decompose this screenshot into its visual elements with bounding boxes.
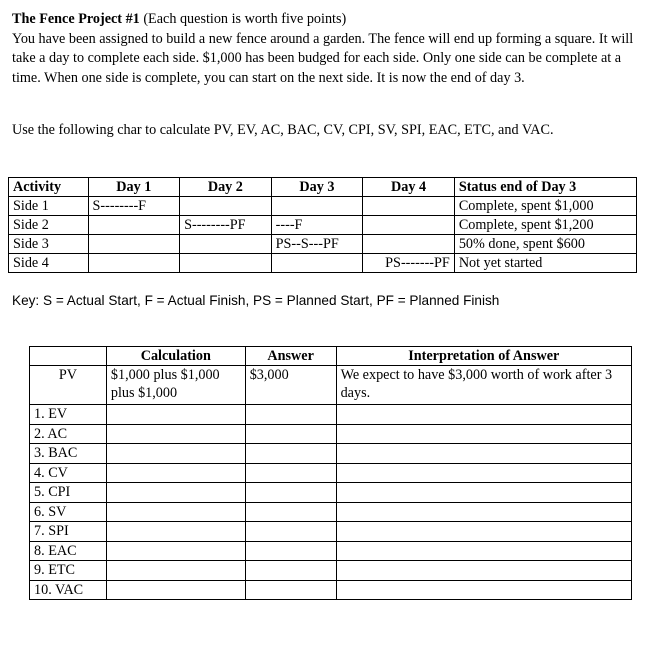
day1-cell: S--------F	[88, 197, 180, 216]
status-cell: Not yet started	[454, 254, 636, 273]
calculation-cell	[106, 502, 245, 522]
header-interpretation: Interpretation of Answer	[336, 347, 631, 366]
metric-label: 6. SV	[30, 502, 107, 522]
schedule-row	[9, 216, 637, 235]
activity-cell: Side 1	[9, 197, 89, 216]
header-activity: Activity	[9, 178, 89, 197]
status-cell: Complete, spent $1,200	[454, 216, 636, 235]
interpretation-cell	[336, 483, 631, 503]
metric-label: 2. AC	[30, 424, 107, 444]
metric-label: 10. VAC	[30, 580, 107, 600]
metric-label: 3. BAC	[30, 444, 107, 464]
calc-row	[30, 561, 632, 581]
calc-row	[30, 483, 632, 503]
metric-label: 5. CPI	[30, 483, 107, 503]
calc-row	[30, 463, 632, 483]
answer-cell	[245, 444, 336, 464]
metric-label: 8. EAC	[30, 541, 107, 561]
answer-cell	[245, 483, 336, 503]
calculation-table	[29, 346, 632, 600]
pv-calculation: $1,000 plus $1,000 plus $1,000	[106, 366, 245, 405]
answer-cell	[245, 561, 336, 581]
calc-row	[30, 405, 632, 425]
day1-cell	[88, 254, 180, 273]
day3-cell: ----F	[271, 216, 363, 235]
activity-cell: Side 4	[9, 254, 89, 273]
calculation-cell	[106, 405, 245, 425]
calc-row	[30, 580, 632, 600]
intro-body: You have been assigned to build a new fence around a garden. The fence will end up forming a square. It will take a day to complete each side. $1,000 has been budged for each side. Only one side can be complete at a time. When one side is complete, you can start on the next side. It is now the end of day 3.	[12, 30, 634, 86]
interpretation-cell	[336, 502, 631, 522]
calc-row	[30, 444, 632, 464]
calc-row	[30, 522, 632, 542]
pv-answer: $3,000	[245, 366, 336, 405]
header-day2: Day 2	[180, 178, 272, 197]
header-day3: Day 3	[271, 178, 363, 197]
interpretation-cell	[336, 561, 631, 581]
day1-cell	[88, 235, 180, 254]
day4-cell	[363, 216, 455, 235]
metric-label: 1. EV	[30, 405, 107, 425]
metric-label: 7. SPI	[30, 522, 107, 542]
answer-cell	[245, 541, 336, 561]
calculation-cell	[106, 483, 245, 503]
calculation-cell	[106, 561, 245, 581]
calculation-cell	[106, 580, 245, 600]
interpretation-cell	[336, 424, 631, 444]
day2-cell: S--------PF	[180, 216, 272, 235]
header-blank	[30, 347, 107, 366]
status-cell: Complete, spent $1,000	[454, 197, 636, 216]
answer-cell	[245, 424, 336, 444]
calculation-cell	[106, 522, 245, 542]
interpretation-cell	[336, 522, 631, 542]
points-note: (Each question is worth five points)	[143, 11, 347, 27]
schedule-row	[9, 197, 637, 216]
day4-cell	[363, 235, 455, 254]
instruction-text: Use the following char to calculate PV, EV, AC, BAC, CV, CPI, SV, SPI, EAC, ETC, and VAC.	[12, 122, 554, 138]
interpretation-cell	[336, 444, 631, 464]
day4-cell	[363, 197, 455, 216]
metric-label: 9. ETC	[30, 561, 107, 581]
pv-interpretation: We expect to have $3,000 worth of work after 3 days.	[336, 366, 631, 405]
pv-label: PV	[30, 366, 107, 405]
day2-cell	[180, 235, 272, 254]
calculation-cell	[106, 541, 245, 561]
intro-section	[12, 10, 652, 88]
activity-cell: Side 3	[9, 235, 89, 254]
calculation-cell	[106, 424, 245, 444]
interpretation-cell	[336, 580, 631, 600]
calc-row	[30, 541, 632, 561]
key-legend: Key: S = Actual Start, F = Actual Finish, PS = Planned Start, PF = Planned Finish	[12, 293, 500, 308]
answer-cell	[245, 502, 336, 522]
interpretation-cell	[336, 463, 631, 483]
interpretation-cell	[336, 405, 631, 425]
activity-cell: Side 2	[9, 216, 89, 235]
calc-header-row	[30, 347, 632, 366]
header-day4: Day 4	[363, 178, 455, 197]
day4-cell: PS-------PF	[363, 254, 455, 273]
day3-cell: PS--S---PF	[271, 235, 363, 254]
interpretation-cell	[336, 541, 631, 561]
header-day1: Day 1	[88, 178, 180, 197]
answer-cell	[245, 522, 336, 542]
status-cell: 50% done, spent $600	[454, 235, 636, 254]
calculation-cell	[106, 463, 245, 483]
pv-row	[30, 366, 632, 405]
day1-cell	[88, 216, 180, 235]
schedule-row	[9, 254, 637, 273]
header-answer: Answer	[245, 347, 336, 366]
calc-row	[30, 424, 632, 444]
day2-cell	[180, 197, 272, 216]
answer-cell	[245, 580, 336, 600]
calc-row	[30, 502, 632, 522]
schedule-table	[8, 177, 637, 273]
header-status: Status end of Day 3	[454, 178, 636, 197]
schedule-header-row	[9, 178, 637, 197]
answer-cell	[245, 463, 336, 483]
metric-label: 4. CV	[30, 463, 107, 483]
day2-cell	[180, 254, 272, 273]
answer-cell	[245, 405, 336, 425]
schedule-row	[9, 235, 637, 254]
day3-cell	[271, 197, 363, 216]
day3-cell	[271, 254, 363, 273]
project-title: The Fence Project #1	[12, 11, 140, 27]
calculation-cell	[106, 444, 245, 464]
header-calculation: Calculation	[106, 347, 245, 366]
